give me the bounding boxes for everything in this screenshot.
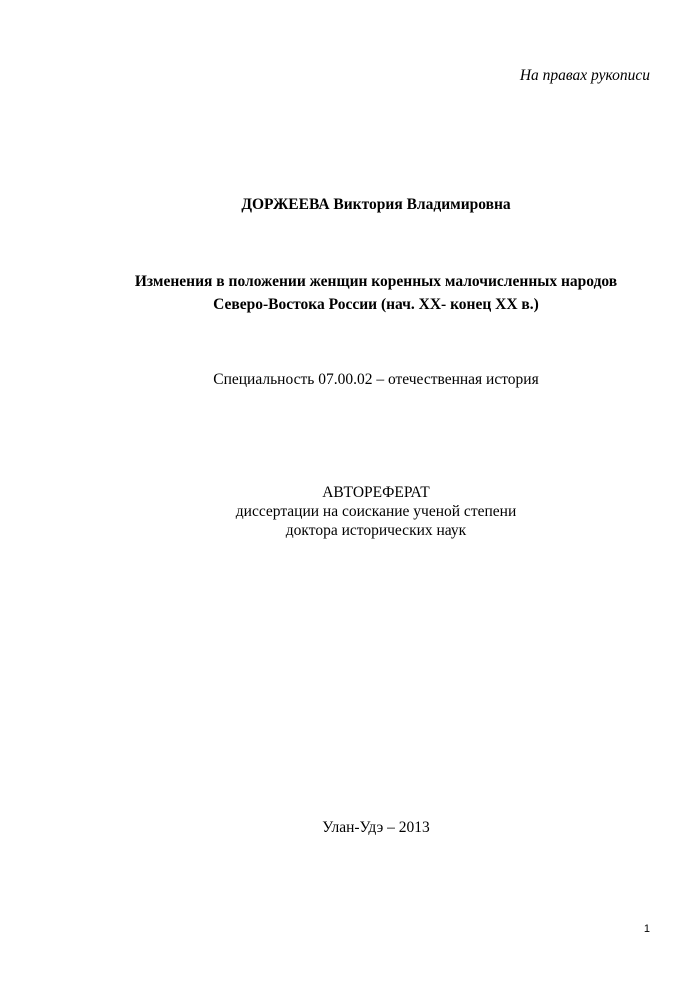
dissertation-title-line-2: Северо-Востока России (нач. XX- конец XX в.) xyxy=(213,296,539,313)
page-number: 1 xyxy=(643,923,650,935)
specialty-line: Специальность 07.00.02 – отечественная история xyxy=(213,371,539,388)
dissertation-title-line-1: Изменения в положении женщин коренных малочисленных народов xyxy=(134,273,618,290)
degree-line-1: диссертации на соискание ученой степени xyxy=(235,503,517,520)
rights-note: На правах рукописи xyxy=(519,67,650,84)
place-and-year: Улан-Удэ – 2013 xyxy=(322,819,430,836)
document-type: АВТОРЕФЕРАТ xyxy=(322,484,430,501)
degree-line-2: доктора исторических наук xyxy=(285,522,467,539)
author-name: ДОРЖЕЕВА Виктория Владимировна xyxy=(241,196,511,213)
